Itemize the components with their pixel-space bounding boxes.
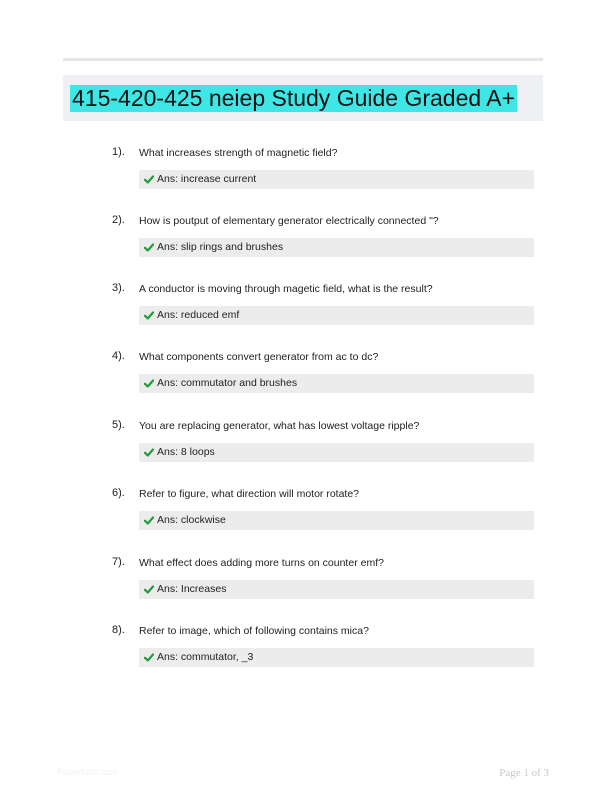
question-text: What increases strength of magnetic field? bbox=[139, 147, 338, 159]
answer-text: Ans: 8 loops bbox=[157, 446, 215, 458]
question-number: 8). bbox=[112, 624, 125, 636]
check-icon bbox=[144, 311, 154, 320]
question-number: 7). bbox=[112, 556, 125, 568]
question-text: How is poutput of elementary generator electrically connected "? bbox=[139, 215, 439, 227]
answer-box bbox=[139, 511, 534, 530]
qa-item bbox=[0, 281, 606, 341]
check-icon bbox=[144, 448, 154, 457]
top-rule bbox=[63, 58, 543, 61]
answer-text: Ans: slip rings and brushes bbox=[157, 241, 284, 253]
qa-item bbox=[0, 418, 606, 478]
question-text: Refer to figure, what direction will motor rotate? bbox=[139, 488, 360, 500]
qa-item bbox=[0, 486, 606, 546]
answer-box bbox=[139, 443, 534, 462]
answer-text: Ans: commutator, _3 bbox=[157, 651, 254, 663]
check-icon bbox=[144, 516, 154, 525]
question-text: What effect does adding more turns on counter emf? bbox=[139, 557, 384, 569]
answer-text: Ans: increase current bbox=[157, 173, 257, 185]
answer-box bbox=[139, 238, 534, 257]
question-text: What components convert generator from ac to dc? bbox=[139, 351, 379, 363]
check-icon bbox=[144, 653, 154, 662]
qa-item bbox=[0, 349, 606, 409]
page-number: Page 1 of 3 bbox=[499, 767, 549, 779]
qa-item bbox=[0, 145, 606, 205]
question-number: 1). bbox=[112, 146, 125, 158]
question-text: A conductor is moving through magetic field, what is the result? bbox=[139, 283, 433, 295]
answer-box bbox=[139, 648, 534, 667]
qa-item bbox=[0, 555, 606, 615]
question-text: Refer to image, which of following contains mica? bbox=[139, 625, 369, 637]
answer-text: Ans: commutator and brushes bbox=[157, 377, 298, 389]
check-icon bbox=[144, 175, 154, 184]
answer-box bbox=[139, 170, 534, 189]
check-icon bbox=[144, 243, 154, 252]
footer-brand-watermark: Papertutor.com bbox=[57, 767, 119, 777]
question-text: You are replacing generator, what has lowest voltage ripple? bbox=[139, 420, 420, 432]
answer-box bbox=[139, 306, 534, 325]
document-title: 415-420-425 neiep Study Guide Graded A+ bbox=[72, 85, 516, 111]
answer-text: Ans: Increases bbox=[157, 583, 227, 595]
answer-text: Ans: clockwise bbox=[157, 514, 226, 526]
question-number: 3). bbox=[112, 282, 125, 294]
check-icon bbox=[144, 379, 154, 388]
check-icon bbox=[144, 585, 154, 594]
question-number: 6). bbox=[112, 487, 125, 499]
question-number: 2). bbox=[112, 214, 125, 226]
qa-item bbox=[0, 213, 606, 273]
question-number: 4). bbox=[112, 350, 125, 362]
answer-box bbox=[139, 580, 534, 599]
qa-item bbox=[0, 623, 606, 683]
answer-box bbox=[139, 374, 534, 393]
answer-text: Ans: reduced emf bbox=[157, 309, 240, 321]
question-number: 5). bbox=[112, 419, 125, 431]
title-banner bbox=[63, 75, 543, 121]
